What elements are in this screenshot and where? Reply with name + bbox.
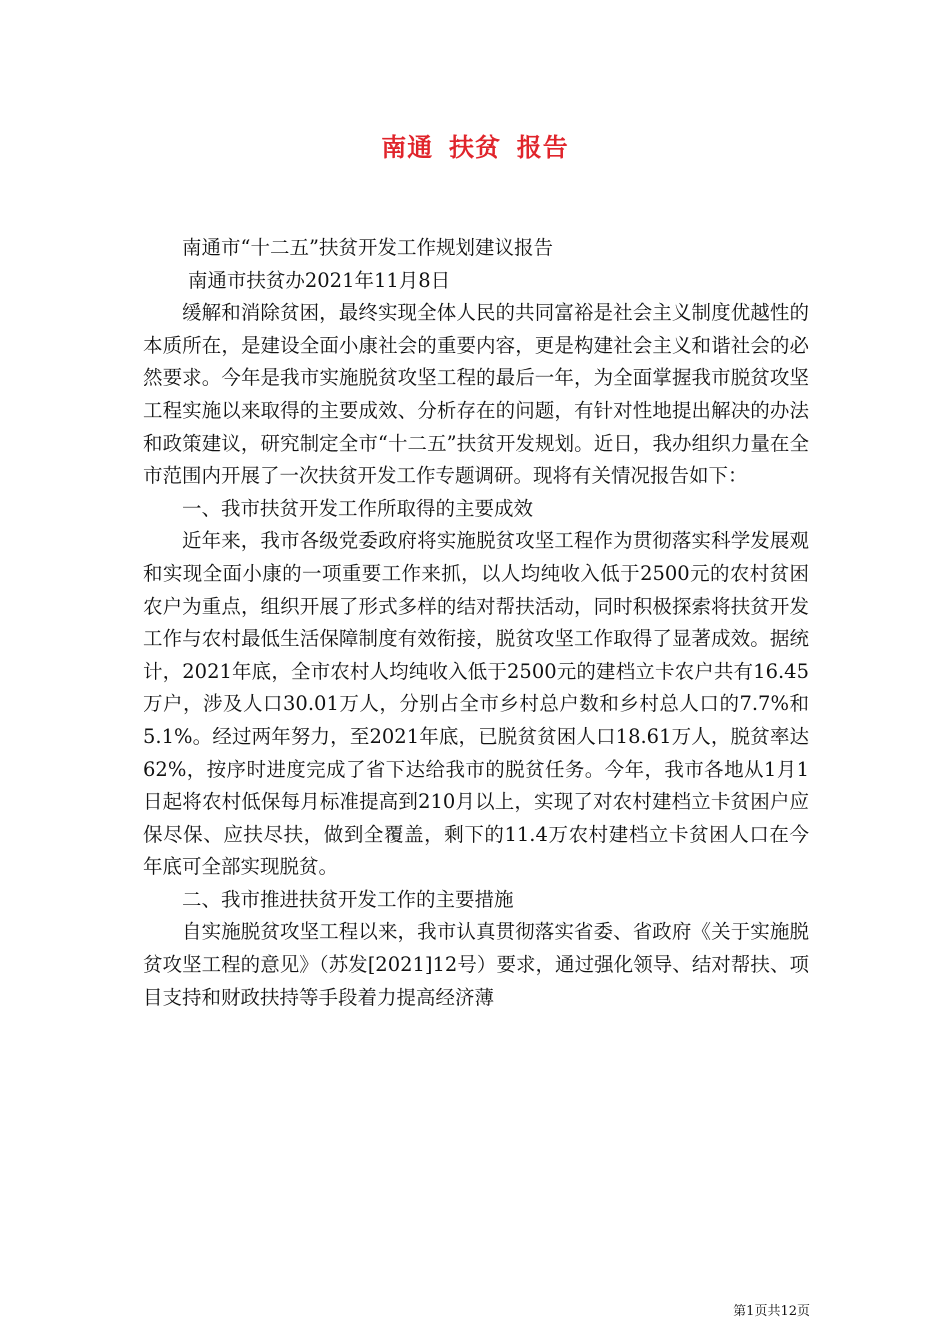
section-heading-2: 二、我市推进扶贫开发工作的主要措施 [182,887,514,911]
section-heading-1: 一、我市扶贫开发工作所取得的主要成效 [182,496,534,520]
author-date-line: 南通市扶贫办2021年11月8日 [187,268,451,292]
page-title: 南通 扶贫 报告 [381,133,569,162]
paragraph-measures: 自实施脱贫攻坚工程以来，我市认真贯彻落实省委、省政府《关于实施脱贫攻坚工程的意见》（苏发[2021]12号）要求，通过强化领导、结对帮扶、项目支持和财政扶持等手段着力提高经济薄 [143,920,809,1009]
page-number: 第1页共12页 [733,1304,810,1319]
document-body [143,232,809,1014]
paragraph-achievements: 近年来，我市各级党委政府将实施脱贫攻坚工程作为贯彻落实科学发展观和实现全面小康的一项重要工作来抓，以人均纯收入低于2500元的农村贫困农户为重点，组织开展了形式多样的结对帮扶活动，同时积极探索将扶贫开发工作与农村最低生活保障制度有效衔接，脱贫攻坚工作取得了显著成效。据统计，2021年底，全市农村人均纯收入低于2500元的建档立卡农户共有16.45万户，涉及人口30.01万人，分别占全市乡村总户数和乡村总人口的7.7%和5.1%。经过两年努力，至2021年底，已脱贫贫困人口18.61万人，脱贫率达62%，按序时进度完成了省下达给我市的脱贫任务。今年，我市各地从1月1日起将农村低保每月标准提高到210月以上，实现了对农村建档立卡贫困户应保尽保、应扶尽扶，做到全覆盖，剩下的11.4万农村建档立卡贫困人口在今年底可全部实现脱贫。 [143,529,809,879]
report-subtitle: 南通市“十二五”扶贫开发工作规划建议报告 [182,236,553,259]
paragraph-intro: 缓解和消除贫困，最终实现全体人民的共同富裕是社会主义制度优越性的本质所在，是建设全面小康社会的重要内容，更是构建社会主义和谐社会的必然要求。今年是我市实施脱贫攻坚工程的最后一年，为全面掌握我市脱贫攻坚工程实施以来取得的主要成效、分析存在的问题，有针对性地提出解决的办法和政策建议，研究制定全市“十二五”扶贫开发规划。近日，我办组织力量在全市范围内开展了一次扶贫开发工作专题调研。现将有关情况报告如下： [143,301,809,488]
